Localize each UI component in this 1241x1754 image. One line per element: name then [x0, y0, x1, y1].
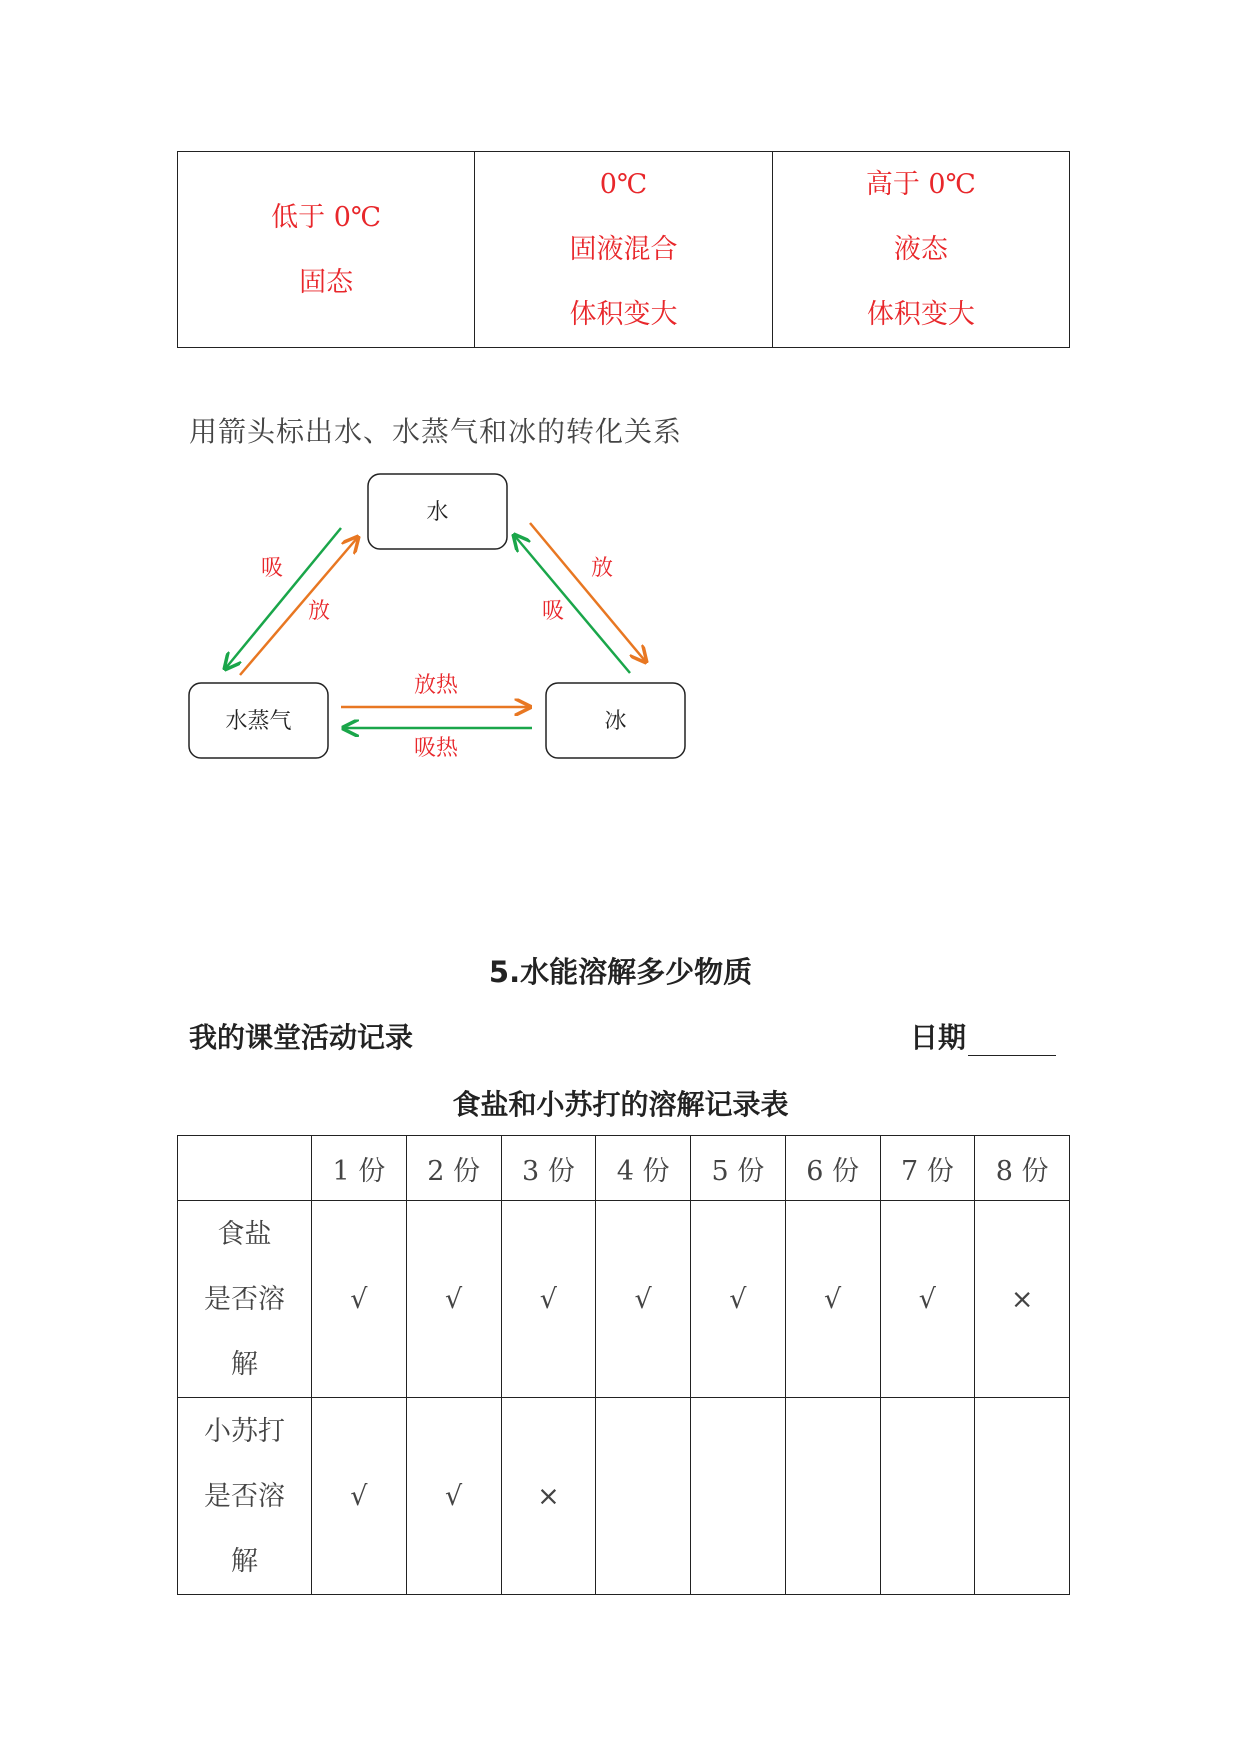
cell-line: 体积变大: [866, 299, 975, 330]
label-water-ice-absorb: 吸: [541, 599, 565, 624]
mark-cell: ×: [501, 1398, 596, 1595]
column-header: 5 份: [691, 1136, 786, 1201]
column-header: 6 份: [785, 1136, 880, 1201]
column-header: 4 份: [596, 1136, 691, 1201]
column-header: 7 份: [880, 1136, 975, 1201]
mark-cell: √: [596, 1201, 691, 1398]
mark-cell: [785, 1398, 880, 1595]
label-vapor-ice-release: 放热: [413, 673, 459, 698]
mark-cell: √: [691, 1201, 786, 1398]
mark-cell: √: [785, 1201, 880, 1398]
corner-cell: [178, 1136, 312, 1201]
row-header-line: 食盐: [217, 1218, 272, 1250]
mark-cell: ×: [975, 1201, 1070, 1398]
mark-cell: √: [406, 1398, 501, 1595]
section-title: 5.水能溶解多少物质: [488, 955, 753, 989]
column-header: 8 份: [975, 1136, 1070, 1201]
label-vapor-water-absorb: 吸: [260, 556, 284, 581]
column-header: 2 份: [406, 1136, 501, 1201]
row-header-baking-soda: [178, 1398, 312, 1595]
cell-line: 低于 0℃: [271, 201, 382, 233]
column-header: 3 份: [501, 1136, 596, 1201]
row-header-line: 是否溶: [204, 1480, 285, 1512]
node-ice-label: 冰: [604, 709, 627, 734]
cell-line: 体积变大: [569, 299, 678, 330]
cell-line: 液态: [893, 234, 948, 265]
label-vapor-water-release: 放: [307, 599, 331, 624]
label-vapor-ice-absorb: 吸热: [413, 736, 459, 761]
mark-cell: √: [406, 1201, 501, 1398]
table-row-baking-soda: [178, 1398, 1070, 1595]
mark-cell: √: [501, 1201, 596, 1398]
node-vapor-label: 水蒸气: [225, 709, 292, 734]
row-header-line: 小苏打: [204, 1415, 285, 1447]
node-vapor: [189, 683, 328, 758]
cell-line: 0℃: [599, 169, 648, 200]
cell-line: 固液混合: [569, 234, 678, 265]
node-water-label: 水: [426, 500, 449, 525]
activity-heading: 我的课堂活动记录: [189, 1021, 414, 1054]
mark-cell: [880, 1398, 975, 1595]
mark-cell: √: [880, 1201, 975, 1398]
dissolve-table: [177, 1135, 1070, 1595]
row-header-line: 解: [231, 1545, 258, 1577]
arrow-water-to-ice: [530, 523, 646, 662]
label-water-ice-release: 放: [590, 556, 614, 581]
row-header-line: 是否溶: [204, 1283, 285, 1315]
mark-cell: √: [312, 1398, 407, 1595]
table-header-row: [178, 1136, 1070, 1201]
row-header-line: 解: [231, 1348, 258, 1380]
column-header: 1 份: [312, 1136, 407, 1201]
mark-cell: [596, 1398, 691, 1595]
mark-cell: [975, 1398, 1070, 1595]
row-header-salt: [178, 1201, 312, 1398]
arrow-vapor-to-water: [240, 537, 358, 675]
date-field: [910, 1016, 1056, 1056]
mark-cell: [691, 1398, 786, 1595]
diagram-caption: 用箭头标出水、水蒸气和冰的转化关系: [189, 415, 683, 448]
table-title: 食盐和小苏打的溶解记录表: [452, 1088, 789, 1121]
date-label: 日期: [910, 1021, 967, 1054]
table-row-salt: [178, 1201, 1070, 1398]
conversion-diagram: [0, 0, 1241, 800]
cell-line: 固态: [299, 266, 354, 298]
node-water: [368, 474, 507, 549]
node-ice: [546, 683, 685, 758]
date-blank[interactable]: [968, 1027, 1056, 1056]
mark-cell: √: [312, 1201, 407, 1398]
cell-line: 高于 0℃: [865, 169, 976, 200]
